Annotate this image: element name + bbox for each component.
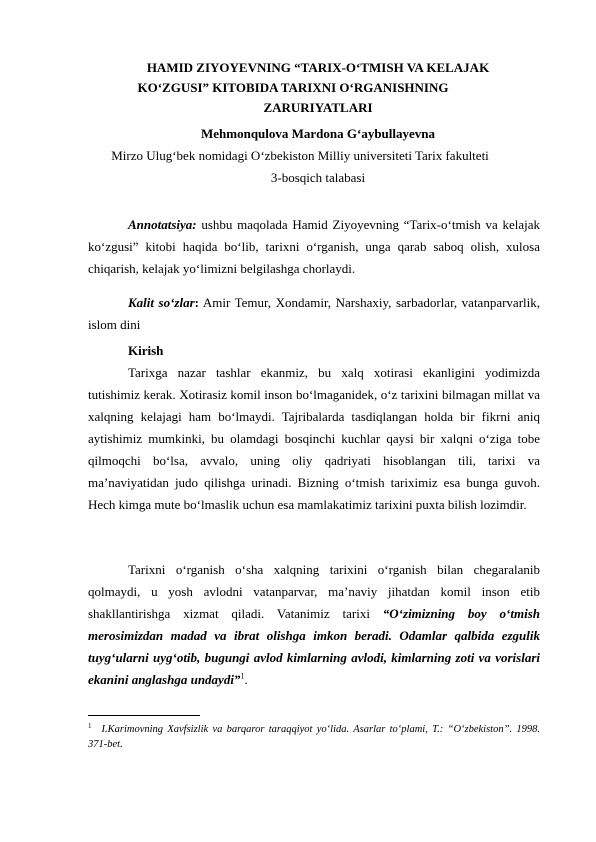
abstract-label: Annotatsiya: bbox=[128, 217, 197, 232]
author-name: Mehmonqulova Mardona G‘aybullayevna bbox=[200, 126, 436, 141]
paragraph-2-end: . bbox=[244, 672, 248, 687]
quoted-text: “O‘zimizning boy o‘tmish merosimizdan madad va ibrat olishga imkon beradi. Odamlar qalbida ezgulik tuyg‘ularni uyg‘otib, bugungi avlod kimlarning avlodi, kimlarning zoti va vorislari ekanini anglashga undaydi” bbox=[88, 606, 540, 687]
article-title-line-2: KO‘ZGUSI” KITOBIDA TARIXNI O‘RGANISHNING bbox=[137, 80, 449, 95]
intro-heading: Kirish bbox=[128, 343, 164, 358]
keywords-label: Kalit so‘zlar bbox=[128, 295, 195, 310]
abstract-paragraph bbox=[88, 214, 540, 280]
body-paragraph-1: Tarixga nazar tashlar ekanmiz, bu xalq xotirasi ekanligini yodimizda tutishimiz kerak. Xotirasiz komil inson bo‘lmaganidek, o‘z tarixini bilmagan millat va xalqning kelajagi ham bo‘lmaydi. Tajribalarda tasdiqlangan holda bir fikrni aniq aytishimiz mumkinki, bu olamdagi bosqinchi kuchlar qaysi bir xalqni o‘ziga tobe qilmoqchi bo‘lsa, avvalo, uning oliy qadriyati hisoblangan tili, tarixi va ma’naviyatidan judo qilishga urinadi. Bizning o‘tmish tariximiz esa bunga guvoh. Hech kimga mute bo‘lmaslik uchun esa mamlakatimiz tarixini puxta bilish lozimdir. bbox=[88, 365, 540, 512]
affiliation: Mirzo Ulug‘bek nomidagi O‘zbekiston Milliy universiteti Tarix fakulteti bbox=[111, 148, 489, 163]
abstract-text: ushbu maqolada Hamid Ziyoyevning “Tarix-o‘tmish va kelajak ko‘zgusi” kitobi haqida bo‘lib, tarixni o‘rganish, unga qarab saboq olish, xulosa chiqarish, kelajak yo‘limizni belgilashga chorlaydi. bbox=[88, 217, 540, 276]
keywords-text: Amir Temur, Xondamir, Narshaxiy, sarbadorlar, vatanparvarlik, islom dini bbox=[88, 295, 541, 332]
keywords-paragraph bbox=[88, 292, 540, 336]
footnote-reference: 1 bbox=[240, 671, 245, 681]
footnote-number: 1 bbox=[88, 721, 92, 730]
article-title-line-3: ZARURIYATLARI bbox=[263, 100, 373, 115]
body-paragraph-2 bbox=[88, 559, 540, 691]
article-title-line-1: HAMID ZIYOYEVNING “TARIX-O‘TMISH VA KELAJAK bbox=[146, 60, 490, 75]
keywords-colon: : bbox=[194, 295, 200, 310]
footnote-text: I.Karimovning Xavfsizlik va barqaror taraqqiyot yo‘lida. Asarlar to‘plami, T.: “O‘zbekiston”. 1998. 371-bet. bbox=[88, 724, 540, 750]
footnote bbox=[88, 722, 540, 752]
paragraph-2-text: Tarixni o‘rganish o‘sha xalqning tarixini o‘rganish bilan chegaralanib qolmaydi, u yosh avlodni vatanparvar, ma’naviy jihatdan komil inson etib shakllantirishga xizmat qiladi. Vatanimiz tarixi bbox=[88, 562, 540, 621]
student-status: 3-bosqich talabasi bbox=[270, 170, 366, 185]
footnote-separator bbox=[88, 715, 200, 716]
